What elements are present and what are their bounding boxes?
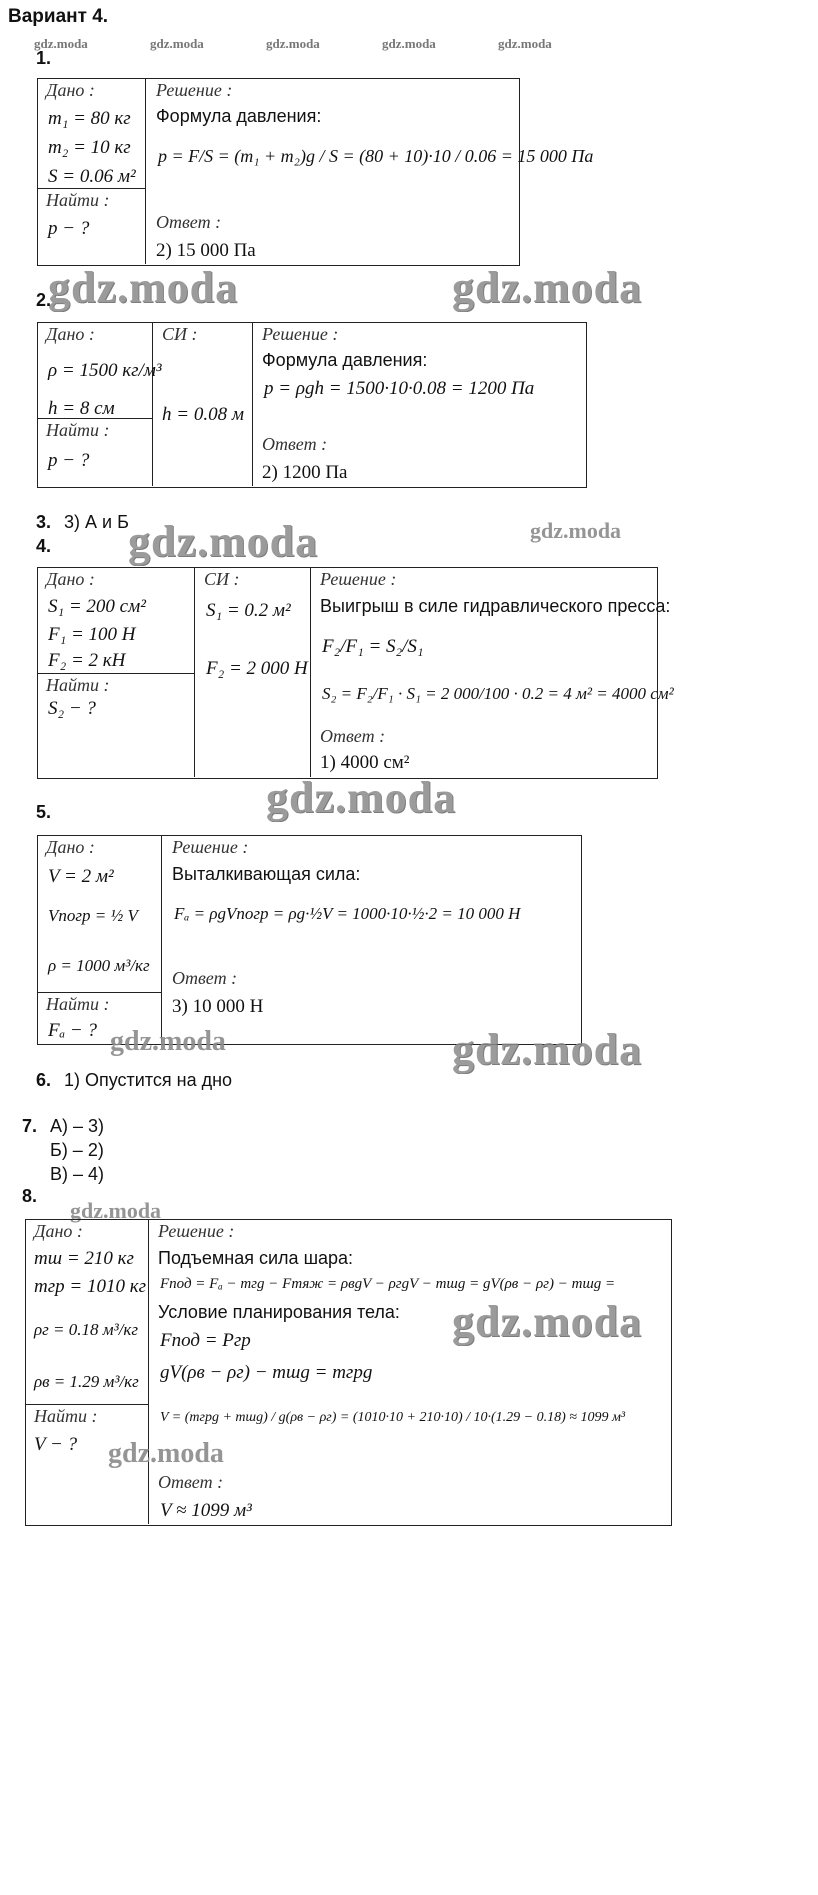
answer-label: Ответ :: [320, 726, 386, 746]
given-item: m₁ = 80 кг: [48, 108, 131, 129]
watermark: gdz.moda: [150, 36, 204, 51]
watermark: gdz.moda: [110, 1026, 226, 1057]
answer-value: 2) 15 000 Па: [156, 240, 256, 261]
watermark: gdz.moda: [266, 36, 320, 51]
given-item: Vпогр = ½ V: [48, 906, 138, 925]
problem-number: 5.: [36, 802, 52, 822]
watermark: gdz.moda: [34, 36, 88, 51]
given-label: Дано :: [46, 837, 95, 857]
si-item: F₂ = 2 000 Н: [206, 658, 308, 679]
solution-title: Подъемная сила шара:: [158, 1248, 354, 1268]
watermark: gdz.moda: [452, 1025, 643, 1074]
si-item: S₁ = 0.2 м²: [206, 600, 291, 621]
condition-title: Условие планирования тела:: [158, 1302, 400, 1322]
solution-title: Формула давления:: [262, 350, 428, 370]
given-item: h = 8 см: [48, 398, 115, 419]
find-item: S₂ − ?: [48, 698, 96, 719]
watermark: gdz.moda: [266, 773, 457, 822]
answer-label: Ответ :: [158, 1472, 224, 1492]
problem-number: 3.: [36, 512, 52, 532]
find-label: Найти :: [34, 1406, 98, 1426]
formula: gV(ρв − ρг) − mшg = mгрg: [160, 1362, 373, 1383]
answer-value: 3) А и Б: [64, 512, 129, 532]
given-item: ρ = 1500 кг/м³: [48, 360, 162, 381]
formula: p = ρgh = 1500·10·0.08 = 1200 Па: [264, 378, 535, 399]
answer-value: 1) Опустится на дно: [64, 1070, 233, 1090]
problem-number: 1.: [36, 48, 52, 68]
solution-label: Решение :: [320, 569, 397, 589]
problem-number: 4.: [36, 536, 52, 556]
find-label: Найти :: [46, 994, 110, 1014]
watermark: gdz.moda: [382, 36, 436, 51]
answer-label: Ответ :: [172, 968, 238, 988]
find-label: Найти :: [46, 190, 110, 210]
si-label: СИ :: [204, 569, 240, 589]
problem-number: 6.: [36, 1070, 52, 1090]
page-title: Вариант 4.: [8, 6, 109, 27]
solution-label: Решение :: [262, 324, 339, 344]
solution-label: Решение :: [158, 1221, 235, 1241]
given-label: Дано :: [34, 1221, 83, 1241]
solution-label: Решение :: [156, 80, 233, 100]
formula: S₂ = F₂/F₁ · S₁ = 2 000/100 · 0.2 = 4 м² = 4000 см²: [322, 684, 674, 703]
si-item: h = 0.08 м: [162, 404, 244, 425]
formula: F₂/F₁ = S₂/S₁: [322, 636, 424, 657]
formula: p = F/S = (m₁ + m₂)g / S = (80 + 10)·10 / 0.06 = 15 000 Па: [158, 146, 594, 166]
find-item: Fₐ − ?: [48, 1020, 97, 1041]
watermark: gdz.moda: [70, 1198, 162, 1223]
answer-value: 2) 1200 Па: [262, 462, 348, 483]
watermark: gdz.moda: [452, 1297, 643, 1346]
given-item: m₂ = 10 кг: [48, 137, 131, 158]
problem-number: 8.: [22, 1186, 38, 1206]
solution-title: Выигрыш в силе гидравлического пресса:: [320, 596, 671, 616]
given-item: S₁ = 200 см²: [48, 596, 146, 617]
formula: V = (mгрg + mшg) / g(ρв − ρг) = (1010·10 + 210·10) / 10·(1.29 − 0.18) ≈ 1099 м³: [160, 1410, 626, 1425]
formula: Fпод = Pгр: [160, 1330, 251, 1351]
given-item: ρг = 0.18 м³/кг: [34, 1320, 139, 1339]
answer-value: V ≈ 1099 м³: [160, 1500, 252, 1521]
find-item: p − ?: [48, 218, 90, 239]
answer-line: Б) – 2): [50, 1140, 104, 1160]
watermark: gdz.moda: [498, 36, 552, 51]
given-label: Дано :: [46, 569, 95, 589]
find-label: Найти :: [46, 675, 110, 695]
given-item: ρ = 1000 м³/кг: [48, 956, 150, 975]
answer-label: Ответ :: [262, 434, 328, 454]
answer-value: 3) 10 000 Н: [172, 996, 264, 1017]
formula: Fпод = Fₐ − mгg − Fтяж = ρвgV − ρгgV − mшg = gV(ρв − ρг) − mшg =: [160, 1276, 616, 1292]
given-item: S = 0.06 м²: [48, 166, 136, 187]
find-item: p − ?: [48, 450, 90, 471]
given-item: ρв = 1.29 м³/кг: [34, 1372, 139, 1391]
find-item: V − ?: [34, 1434, 78, 1455]
answer-label: Ответ :: [156, 212, 222, 232]
given-item: F₂ = 2 кН: [48, 650, 126, 671]
watermark: gdz.moda: [48, 263, 239, 312]
given-label: Дано :: [46, 80, 95, 100]
formula: Fₐ = ρgVпогр = ρg·½V = 1000·10·½·2 = 10 000 Н: [174, 904, 521, 923]
problem-number: 2.: [36, 290, 52, 310]
watermark: gdz.moda: [452, 263, 643, 312]
watermark: gdz.moda: [530, 518, 622, 543]
watermark: gdz.moda: [108, 1438, 224, 1469]
watermark: gdz.moda: [128, 517, 319, 566]
solution-label: Решение :: [172, 837, 249, 857]
given-item: mш = 210 кг: [34, 1248, 134, 1269]
answer-line: А) – 3): [50, 1116, 105, 1136]
given-item: F₁ = 100 Н: [48, 624, 136, 645]
answer-value: 1) 4000 см²: [320, 752, 410, 773]
si-label: СИ :: [162, 324, 198, 344]
problem-number: 7.: [22, 1116, 38, 1136]
solution-title: Формула давления:: [156, 106, 322, 126]
solution-title: Выталкивающая сила:: [172, 864, 361, 884]
given-label: Дано :: [46, 324, 95, 344]
find-label: Найти :: [46, 420, 110, 440]
given-item: mгр = 1010 кг: [34, 1276, 147, 1297]
given-item: V = 2 м²: [48, 866, 114, 887]
answer-line: В) – 4): [50, 1164, 105, 1184]
